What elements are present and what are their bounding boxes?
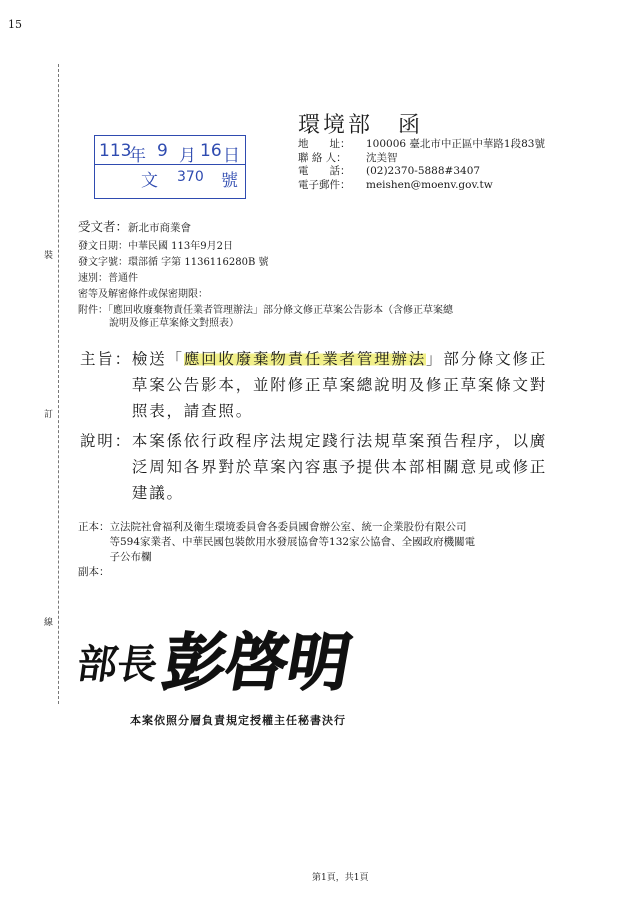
subject-highlight: 應回收廢棄物責任業者管理辦法 — [183, 350, 427, 368]
page-footer: 第1頁，共1頁 — [312, 873, 369, 883]
signature-image — [74, 618, 384, 700]
duplicate-copy: 副本： — [78, 566, 110, 578]
contact-phone: 電 話： (02)2370-5888#3407 — [298, 165, 481, 177]
subject: 主旨： 檢送「應回收廢棄物責任業者管理辦法」部分條文修正 草案公告影本，並附修正草案總說明及修正草案條文對 照表，請查照。 — [80, 350, 548, 420]
delivery-speed: 速別：普通件 — [78, 273, 138, 284]
signature-title: 部長 — [74, 641, 161, 688]
stamp-wen: 文 — [141, 171, 158, 191]
authorization-note: 本案依照分層負責規定授權主任秘書決行 — [130, 714, 346, 727]
stamp-date: 113 年 9 月 16 日 — [95, 138, 245, 165]
stamp-hao: 號 — [221, 171, 238, 191]
attachment: 附件：「應回收廢棄物責任業者管理辦法」部分條文修正草案公告影本（含修正草案總 說明及修正草案條文對照表） — [78, 305, 453, 329]
binding-mark-ding: 訂 — [44, 405, 53, 422]
stamp-number: 370 — [177, 169, 204, 185]
minister-signature — [74, 618, 384, 704]
signature-name: 彭啓明 — [157, 625, 357, 699]
binding-line — [58, 64, 59, 704]
received-stamp — [94, 135, 246, 199]
recipient: 受文者：新北市商業會 — [78, 219, 192, 234]
issue-date: 發文日期：中華民國 113年9月2日 — [78, 241, 233, 252]
binding-mark-xian: 線 — [44, 613, 53, 630]
contact-person: 聯 絡 人： 沈美智 — [298, 151, 398, 164]
explanation: 說明： 本案係依行政程序法規定踐行法規草案預告程序，以廣 泛周知各界對於草案內容惠予提供本部相關意見或修正 建議。 — [80, 432, 548, 502]
page-number: 15 — [8, 18, 22, 31]
original-copy: 正本： 立法院社會福利及衛生環境委員會各委員國會辦公室、統一企業股份有限公司 等594家業者、中華民國包裝飲用水發展協會等132家公協會、全國政府機關電 子公布欄 副本： — [78, 520, 583, 580]
confidentiality: 密等及解密條件或保密期限： — [78, 289, 208, 300]
contact-address: 地 址： 100006 臺北市中正區中華路1段83號 — [298, 138, 545, 150]
binding-mark-zhuang: 裝 — [44, 246, 53, 263]
document-title: 環境部 函 — [298, 113, 424, 138]
contact-email: 電子郵件： meishen@moenv.gov.tw — [298, 178, 493, 191]
contact-block — [298, 138, 545, 192]
document-number: 發文字號：環部循 字第 1136116280B 號 — [78, 257, 269, 268]
